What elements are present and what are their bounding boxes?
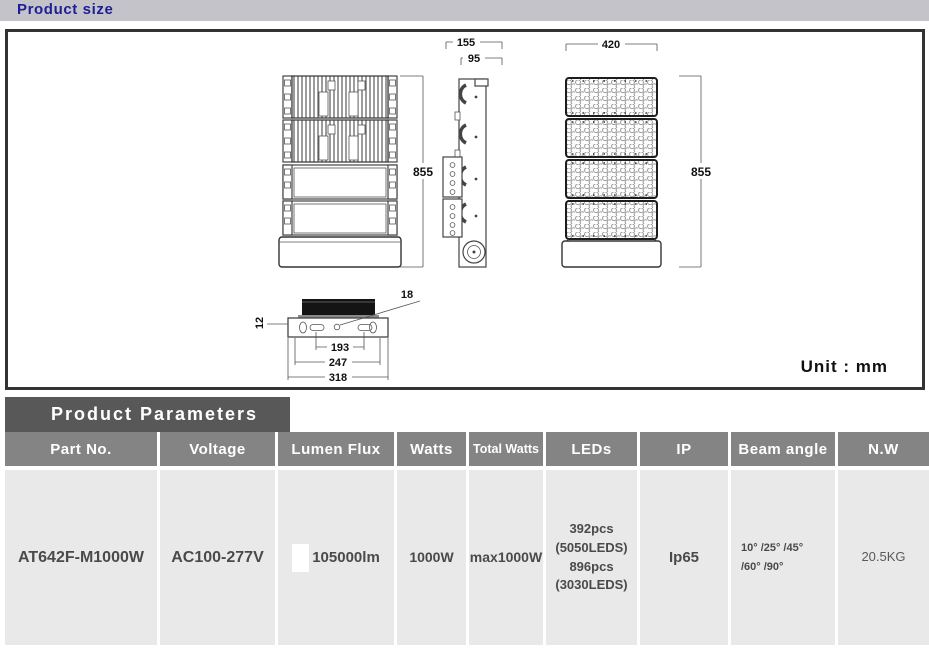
total-watts-value: max1000W [469,549,543,566]
ip-value: Ip65 [668,548,699,566]
white-swatch [292,544,309,572]
dimension-420 [566,37,657,51]
col-header-beam-angle: Beam angle [731,432,835,466]
side-view-drawing [443,79,488,267]
beam-angle-line-2: /60° /90° [741,560,784,573]
front-view-drawing [279,76,401,267]
product-size-panel [5,29,925,390]
section-header-product-parameters [5,397,290,432]
leds-line-4: (3030LEDS) [555,577,628,593]
cell-beam-angle [731,470,835,645]
dim-18-label: 18 [400,289,414,301]
dimension-855-right [679,76,715,267]
technical-drawing [8,32,922,387]
part-no-value: AT642F-M1000W [18,548,144,566]
cell-total-watts [469,470,543,645]
col-header-nw: N.W [838,432,929,466]
beam-angle-line-1: 10° /25° /45° [741,541,804,554]
dimension-95 [461,51,502,65]
nw-value: 20.5KG [861,549,906,565]
cell-watts [397,470,466,645]
dimension-855-left [400,76,437,267]
leds-line-1: 392pcs [569,520,614,536]
params-title: Product Parameters [51,404,259,424]
dim-95-label: 95 [467,53,481,65]
section-header-product-size [0,0,929,21]
cell-leds [546,470,637,645]
led-view-drawing [562,78,661,267]
col-header-ip: IP [640,432,728,466]
cell-lumen-flux [278,470,394,645]
col-header-leds: LEDs [546,432,637,466]
cell-part-no [5,470,157,645]
watts-value: 1000W [409,549,454,566]
dim-855-right-label: 855 [690,165,712,179]
dim-855-left-label: 855 [412,165,434,179]
dim-420-label: 420 [601,39,621,51]
cell-nw [838,470,929,645]
col-header-voltage: Voltage [160,432,275,466]
col-header-total-watts: Total Watts [469,432,543,466]
unit-label: Unit : mm [800,357,888,376]
dimension-155 [446,35,502,49]
col-header-part-no: Part No. [5,432,157,466]
dim-193-label: 193 [330,342,350,354]
voltage-value: AC100-277V [171,548,264,566]
parameters-table [5,432,929,645]
dim-318-label: 318 [328,372,348,384]
leds-line-3: 896pcs [569,558,614,574]
col-header-watts: Watts [397,432,466,466]
dim-247-label: 247 [328,357,348,369]
cell-voltage [160,470,275,645]
dim-12-label: 12 [254,316,266,330]
leds-line-2: (5050LEDS) [555,539,628,555]
lumen-flux-value: 105000lm [312,548,380,566]
bottom-view-drawing [254,289,420,384]
cell-ip [640,470,728,645]
col-header-lumen-flux: Lumen Flux [278,432,394,466]
dim-155-label: 155 [456,37,476,49]
page-title: Product size [17,1,114,18]
